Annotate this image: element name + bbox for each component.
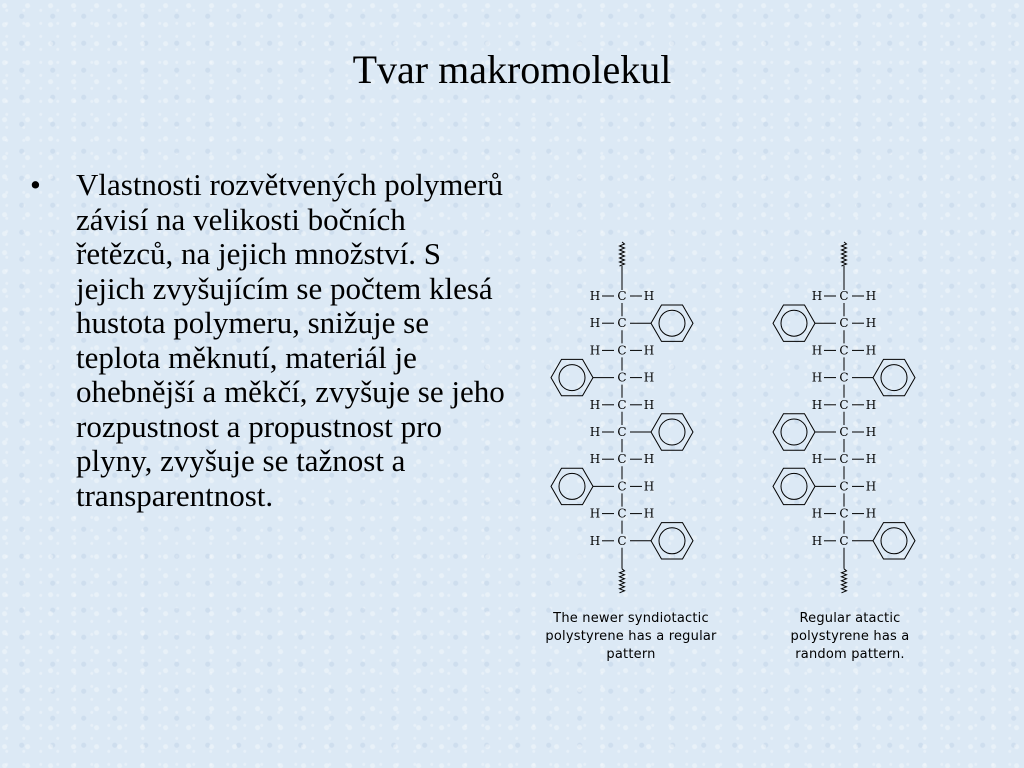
aromatic-circle [659, 419, 685, 445]
carbon-atom: C [839, 506, 849, 521]
carbon-atom: C [617, 506, 627, 521]
carbon-atom: C [617, 397, 627, 412]
hydrogen-atom: H [811, 289, 823, 303]
hydrogen-atom: H [811, 343, 823, 358]
syndiotactic-caption [528, 610, 734, 664]
hydrogen-atom: H [643, 343, 655, 358]
hydrogen-atom: H [865, 425, 877, 439]
carbon-atom: C [617, 370, 627, 385]
carbon-atom: C [839, 533, 849, 548]
hydrogen-atom: H [865, 397, 877, 412]
hydrogen-atom: H [589, 397, 601, 412]
hydrogen-atom: H [589, 343, 601, 358]
hydrogen-atom: H [865, 479, 877, 494]
hydrogen-atom: H [643, 397, 655, 412]
carbon-atom: C [839, 425, 849, 439]
carbon-atom: C [617, 316, 627, 331]
hydrogen-atom: H [589, 425, 601, 439]
hydrogen-atom: H [589, 452, 601, 467]
hydrogen-atom: H [865, 343, 877, 358]
carbon-atom: C [617, 289, 627, 303]
hydrogen-atom: H [811, 397, 823, 412]
aromatic-circle [559, 365, 585, 391]
hydrogen-atom: H [643, 506, 655, 521]
polystyrene-figure [528, 232, 958, 672]
hydrogen-atom: H [865, 316, 877, 331]
carbon-atom: C [617, 425, 627, 439]
carbon-atom: C [839, 370, 849, 385]
carbon-atom: C [617, 343, 627, 358]
bullet-text: Vlastnosti rozvětvených polymerů závisí na velikosti bočních řetězců, na jejich množství. S jejich zvyšujícím se počtem klesá hustota polymeru, snižuje se teplota měknutí, materiál je ohebnější a měkčí, zvyšuje se jeho rozpustnost a propustnost pro plyny, zvyšuje se tažnost a transparentnost. [76, 167, 505, 513]
carbon-atom: C [839, 479, 849, 494]
hydrogen-atom: H [865, 506, 877, 521]
atactic-caption-line: polystyrene has a [790, 629, 910, 644]
polystyrene-structures [528, 232, 958, 602]
carbon-atom: C [839, 452, 849, 467]
syndiotactic-caption-line: pattern [606, 647, 656, 662]
slide-title: Tvar makromolekul [352, 47, 672, 92]
carbon-atom: C [839, 397, 849, 412]
chain-end-wavy-line [620, 242, 625, 266]
chain-end-wavy-line [620, 569, 625, 593]
atactic-caption-line: Regular atactic [799, 611, 901, 626]
chain-end-wavy-line [842, 242, 847, 266]
aromatic-circle [781, 310, 807, 336]
hydrogen-atom: H [589, 533, 601, 548]
bullet-dot: • [30, 167, 41, 202]
carbon-atom: C [617, 452, 627, 467]
syndiotactic-caption-line: polystyrene has a regular [545, 629, 717, 644]
atactic-caption-line: random pattern. [795, 647, 905, 662]
carbon-atom: C [617, 479, 627, 494]
hydrogen-atom: H [811, 533, 823, 548]
chain-end-wavy-line [842, 569, 847, 593]
aromatic-circle [559, 473, 585, 499]
hydrogen-atom: H [643, 370, 655, 385]
atactic-caption [750, 610, 950, 664]
aromatic-circle [881, 365, 907, 391]
hydrogen-atom: H [589, 289, 601, 303]
hydrogen-atom: H [643, 452, 655, 467]
aromatic-circle [659, 528, 685, 554]
hydrogen-atom: H [643, 479, 655, 494]
hydrogen-atom: H [589, 316, 601, 331]
syndiotactic-caption-line: The newer syndiotactic [553, 611, 709, 626]
hydrogen-atom: H [811, 452, 823, 467]
aromatic-circle [781, 473, 807, 499]
hydrogen-atom: H [811, 506, 823, 521]
hydrogen-atom: H [865, 289, 877, 303]
aromatic-circle [881, 528, 907, 554]
aromatic-circle [781, 419, 807, 445]
carbon-atom: C [617, 533, 627, 548]
carbon-atom: C [839, 289, 849, 303]
carbon-atom: C [839, 316, 849, 331]
hydrogen-atom: H [643, 289, 655, 303]
hydrogen-atom: H [865, 452, 877, 467]
aromatic-circle [659, 310, 685, 336]
hydrogen-atom: H [811, 370, 823, 385]
hydrogen-atom: H [589, 506, 601, 521]
carbon-atom: C [839, 343, 849, 358]
